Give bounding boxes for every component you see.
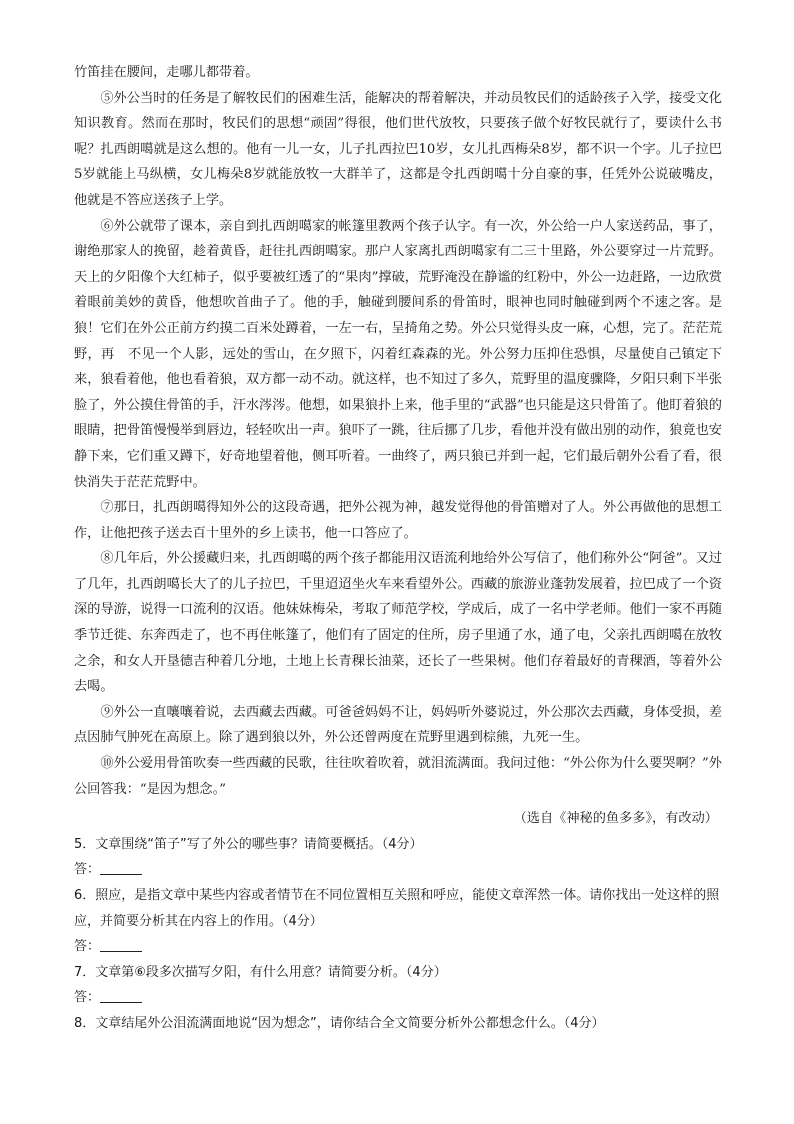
- story-paragraph-7: ⑦那日，扎西朗噶得知外公的这段奇遇，把外公视为神，越发觉得他的骨笛赠对了人。外公再做他的思想工作，让他把孩子送去百十里外的乡上读书，他一口答应了。: [74, 500, 722, 541]
- question-5: [74, 832, 722, 883]
- answer-label: 答：: [74, 862, 101, 878]
- answer-blank[interactable]: [100, 988, 142, 1003]
- story-paragraph-6: ⑥外公就带了课本，亲自到扎西朗噶家的帐篷里教两个孩子认字。有一次，外公给一户人家送药品，事了，谢绝那家人的挽留，趁着黄昏，赶往扎西朗噶家。那户人家离扎西朗噶家有二三十里路，外公要穿过一片荒野。天上的夕阳像个大红柿子，似乎要被红透了的“果肉”撑破，荒野淹没在静谧的红粉中，外公一边赶路，一边欣赏着眼前美妙的黄昏，他想吹首曲子了。他的手，触碰到腰间系的骨笛时，眼神也同时触碰到两个不速之客。是狼！它们在外公正前方约摸二百米处蹲着，一左一右，呈掎角之势。外公只觉得头皮一麻，心想，完了。茫茫荒野，再 不见一个人影，远处的雪山，在夕照下，闪着红森森的光。外公努力压抑住恐惧，尽量使自己镇定下来，狼看着他，他也看着狼，双方都一动不动。就这样，也不知过了多久，荒野里的温度骤降，夕阳只剩下半张脸了，外公摸住骨笛的手，汗水涔涔。他想，如果狼扑上来，他手里的“武器”也只能是这只骨笛了。他盯着狼的眼睛，把骨笛慢慢举到唇边，轻轻吹出一声。狼吓了一跳，往后挪了几步，看他并没有做出别的动作，狼竟也安静下来，它们重又蹲下，好奇地望着他，侧耳听着。一曲终了，两只狼已并到一起，它们最后朝外公看了看，很快消失于茫茫荒野中。: [74, 218, 722, 490]
- question-text: 8．文章结尾外公泪流满面地说“因为想念”，请你结合全文简要分析外公都想念什么。（4分）: [74, 1015, 605, 1031]
- question-7: [74, 960, 722, 1011]
- answer-line: [74, 934, 722, 960]
- story-paragraph-continuation: 竹笛挂在腰间，走哪儿都带着。: [74, 65, 259, 80]
- answer-label: 答：: [74, 939, 101, 955]
- story-paragraph-8: ⑧几年后，外公援藏归来，扎西朗噶的两个孩子都能用汉语流利地给外公写信了，他们称外公“阿爸”。又过了几年，扎西朗噶长大了的儿子拉巴，千里迢迢坐火车来看望外公。西藏的旅游业蓬勃发展着，拉巴成了一个资深的导游，说得一口流利的汉语。他妹妹梅朵，考取了师范学校，学成后，成了一名中学老师。他们一家不再随季节迁徙、东奔西走了，也不再住帐篷了，他们有了固定的住所，房子里通了水，通了电，父亲扎西朗噶在放牧之余，和女人开垦德吉种着几分地，土地上长青稞长油菜，还长了一些果树。他们存着最好的青稞酒，等着外公去喝。: [74, 551, 722, 695]
- story-paragraph-9: ⑨外公一直嚷嚷着说，去西藏去西藏。可爸爸妈妈不让，妈妈听外婆说过，外公那次去西藏，身体受损，差点因肺气肿死在高原上。除了遇到狼以外，外公还曾两度在荒野里遇到棕熊，九死一生。: [74, 704, 722, 746]
- story-paragraph-10: ⑩外公爱用骨笛吹奏一些西藏的民歌，往往吹着吹着，就泪流满面。我问过他：“外公你为什么要哭啊？”外公回答我：“是因为想念。”: [74, 756, 722, 797]
- answer-blank[interactable]: [100, 860, 142, 875]
- story-paragraph-5: ⑤外公当时的任务是了解牧民们的困难生活，能解决的帮着解决，并动员牧民们的适龄孩子入学，接受文化知识教育。然而在那时，牧民们的思想“顽固”得很，他们世代放牧，只要孩子做个好牧民就行了，要读什么书呢？扎西朗噶就是这么想的。他有一儿一女，儿子扎西拉巴10岁，女儿扎西梅朵8岁，都不识一个字。儿子拉巴5岁就能上马纵横，女儿梅朵8岁就能放牧一大群羊了，这都是令扎西朗噶十分自豪的事，任凭外公说破嘴皮，他就是不答应送孩子上学。: [74, 90, 722, 208]
- question-text: 6．照应，是指文章中某些内容或者情节在不同位置相互关照和呼应，能使文章浑然一体。请你找出一处这样的照应，并简要分析其在内容上的作用。（4分）: [74, 888, 720, 929]
- answer-line: [74, 857, 722, 883]
- question-6: [74, 883, 722, 960]
- story-source: （选自《神秘的鱼多多》，有改动）: [513, 811, 718, 827]
- question-text: 7．文章第⑥段多次描写夕阳，有什么用意？请简要分析。（4分）: [74, 964, 447, 980]
- answer-label: 答：: [74, 990, 101, 1006]
- question-8: [74, 1011, 722, 1037]
- question-text: 5．文章围绕“笛子”写了外公的哪些事？请简要概括。（4分）: [74, 836, 423, 852]
- answer-line: [74, 985, 722, 1011]
- answer-blank[interactable]: [100, 937, 142, 952]
